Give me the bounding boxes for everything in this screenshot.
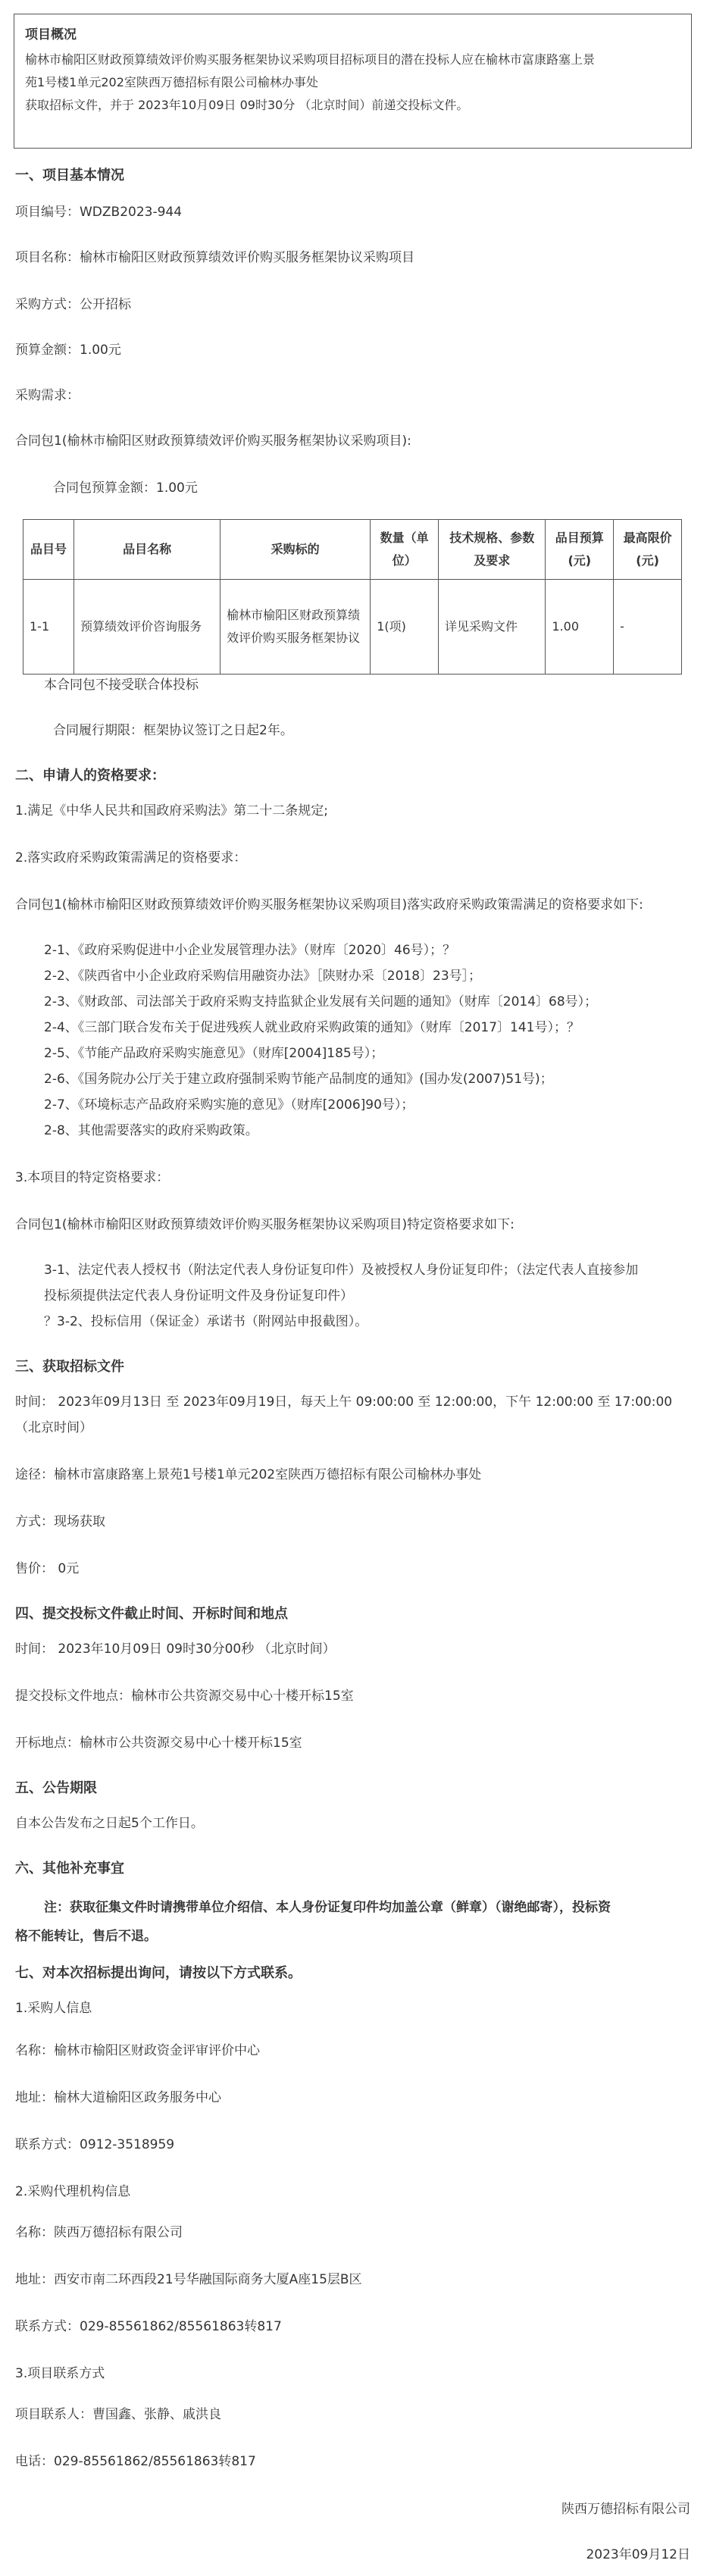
agent-title: 2.采购代理机构信息 [15,2184,131,2199]
lot-policy-title: 合同包1(榆林市榆阳区财政预算绩效评价购买服务框架协议采购项目)落实政府采购政策需满足的资格要求如下: [15,897,643,912]
table-cell: 1.00 [546,580,614,675]
table-cell: 1(项) [371,580,439,675]
contact-title: 3.项目联系方式 [15,2366,105,2381]
contact-people: 项目联系人：曹国鑫、张静、戚洪良 [15,2407,221,2422]
obtain-way: 方式：现场获取 [15,1514,105,1529]
policy-item: 2-6、《国务院办公厅关于建立政府强制采购节能产品制度的通知》(国办发(2007)51号)； [44,1072,553,1087]
col-header: 品目预算(元) [546,520,614,580]
col-header: 数量（单位） [371,520,439,580]
qualification-item: 2.落实政府采购政策需满足的资格要求： [15,850,247,865]
col-header: 技术规格、参数及要求 [439,520,546,580]
budget-amount: 预算金额：1.00元 [15,343,121,358]
table-cell: 详见采购文件 [439,580,546,675]
summary-line: 榆林市榆阳区财政预算绩效评价购买服务框架协议采购项目招标项目的潜在投标人应在榆林市富康路塞上景 [25,52,596,67]
policy-item: 2-7、《环境标志产品政府采购实施的意见》（财库[2006]90号）； [44,1097,414,1113]
buyer-phone: 联系方式：0912-3518959 [15,2137,175,2152]
buyer-name: 名称：榆林市榆阳区财政资金评审评价中心 [15,2043,260,2058]
notice-period: 自本公告发布之日起5个工作日。 [15,1816,204,1831]
col-header: 品目号 [23,520,74,580]
section-heading: 四、提交投标文件截止时间、开标时间和地点 [15,1606,288,1622]
specific-requirement: 投标须提供法定代表人身份证明文件及身份证复印件） [44,1288,353,1304]
procurement-method: 采购方式：公开招标 [15,297,131,312]
submit-place: 提交投标文件地点：榆林市公共资源交易中心十楼开标15室 [15,1689,354,1704]
policy-item: 2-4、《三部门联合发布关于促进残疾人就业政府采购政策的通知》（财库〔2017〕141号）；？ [44,1020,580,1035]
table-header-row [23,520,682,580]
buyer-address: 地址：榆林大道榆阳区政务服务中心 [15,2090,221,2105]
supplementary-notice [15,1893,682,1951]
section-heading: 六、其他补充事宜 [15,1861,124,1876]
deadline-time: 时间： 2023年10月09日 09时30分00秒 （北京时间） [15,1642,336,1657]
policy-item: 2-8、其他需要落实的政府采购政策。 [44,1123,258,1138]
summary-line: 获取招标文件，并于 2023年10月09日 09时30分 （北京时间）前递交投标文件。 [25,98,469,112]
project-name: 项目名称：榆林市榆阳区财政预算绩效评价购买服务框架协议采购项目 [15,250,414,265]
footer-date: 2023年09月12日 [586,2547,690,2562]
table-cell: - [614,580,682,675]
contact-phone: 电话：029-85561862/85561863转817 [15,2454,256,2469]
agent-phone: 联系方式：029-85561862/85561863转817 [15,2319,282,2334]
section-heading: 三、获取招标文件 [15,1359,124,1375]
qualification-item: 3.本项目的特定资格要求： [15,1170,170,1185]
qualification-item: 1.满足《中华人民共和国政府采购法》第二十二条规定; [15,803,328,818]
notice-line: 注：获取征集文件时请携带单位介绍信、本人身份证复印件均加盖公章（鲜章）（谢绝邮寄），投标资 [44,1900,611,1915]
project-summary-box [14,14,692,149]
project-number: 项目编号：WDZB2023-944 [15,205,183,220]
summary-title: 项目概况 [25,27,77,42]
agent-address: 地址：西安市南二环西段21号华融国际商务大厦A座15层B区 [15,2272,362,2287]
no-consortium-note: 本合同包不接受联合体投标 [44,678,199,693]
summary-line: 苑1号楼1单元202室陕西万德招标有限公司榆林办事处 [25,75,318,89]
specific-requirement: 3-1、法定代表人授权书（附法定代表人身份证复印件）及被授权人身份证复印件；（法定代表人直接参加 [44,1263,639,1278]
lot-specific-title: 合同包1(榆林市榆阳区财政预算绩效评价购买服务框架协议采购项目)特定资格要求如下: [15,1217,515,1232]
policy-item: 2-2、《陕西省中小企业政府采购信用融资办法》［陕财办采〔2018〕23号］； [44,969,482,984]
col-header: 品目名称 [74,520,221,580]
table-cell: 1-1 [23,580,74,675]
section-heading: 一、项目基本情况 [15,167,124,183]
policy-item: 2-1、《政府采购促进中小企业发展管理办法》（财库〔2020〕46号）；？ [44,943,456,958]
obtain-place: 途径：榆林市富康路塞上景苑1号楼1单元202室陕西万德招标有限公司榆林办事处 [15,1467,482,1482]
agent-name: 名称：陕西万德招标有限公司 [15,2225,183,2240]
procurement-demand: 采购需求： [15,388,80,403]
section-heading: 七、对本次招标提出询问，请按以下方式联系。 [15,1965,302,1981]
obtain-time: 时间： 2023年09月13日 至 2023年09月19日，每天上午 09:00:00 至 12:00:00，下午 12:00:00 至 17:00:00 [15,1394,673,1410]
policy-item: 2-5、《节能产品政府采购实施意见》（财库[2004]185号）； [44,1046,384,1061]
buyer-title: 1.采购人信息 [15,2001,92,2016]
open-place: 开标地点：榆林市公共资源交易中心十楼开标15室 [15,1736,302,1751]
lot-title: 合同包1(榆林市榆阳区财政预算绩效评价购买服务框架协议采购项目): [15,434,411,449]
table-cell: 榆林市榆阳区财政预算绩效评价购买服务框架协议 [221,580,371,675]
lot-budget: 合同包预算金额：1.00元 [53,480,198,496]
contract-period: 合同履行期限：框架协议签订之日起2年。 [53,723,293,738]
col-header: 采购标的 [221,520,371,580]
col-header: 最高限价(元) [614,520,682,580]
items-table [23,519,682,675]
footer-company: 陕西万德招标有限公司 [561,2502,690,2517]
table-row [23,580,682,675]
document-price: 售价： 0元 [15,1561,80,1576]
policy-item: 2-3、《财政部、司法部关于政府采购支持监狱企业发展有关问题的通知》（财库〔2014〕68号）； [44,994,598,1009]
obtain-time-zone: （北京时间） [15,1420,92,1435]
section-heading: 五、公告期限 [15,1780,97,1796]
section-heading: 二、申请人的资格要求： [15,768,165,784]
table-cell: 预算绩效评价咨询服务 [74,580,221,675]
specific-requirement: ？3-2、投标信用（保证金）承诺书（附网站申报截图）。 [44,1314,368,1329]
notice-line: 格不能转让，售后不退。 [15,1929,157,1944]
